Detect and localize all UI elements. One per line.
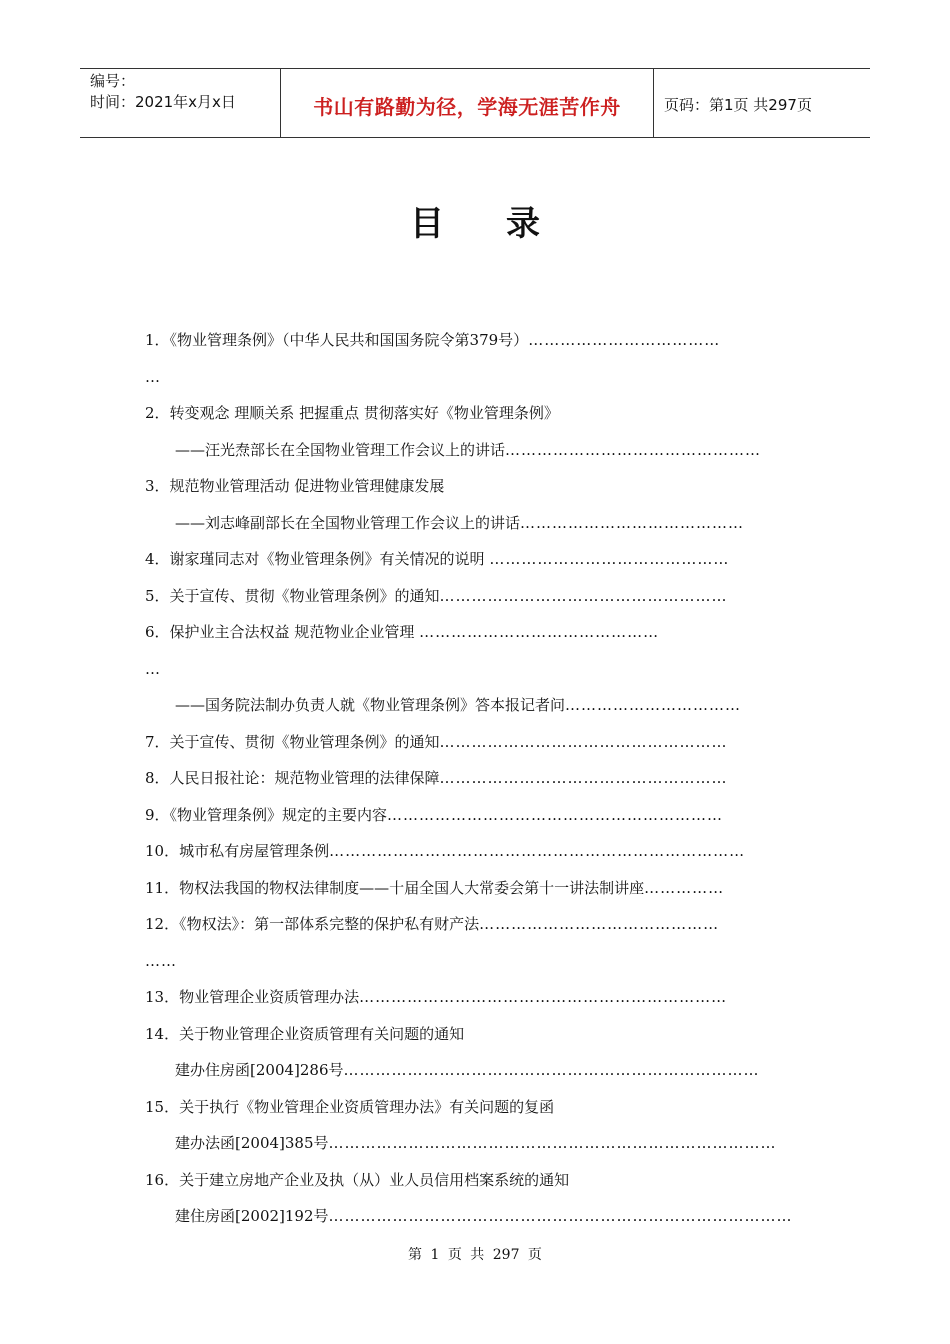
toc-dots: …………………………………… [520,513,745,532]
toc-dots: … [145,659,161,678]
toc-entry-text: 9．《物业管理条例》规定的主要内容 [145,805,388,824]
toc-dots: ……………………………………………… [439,769,728,787]
toc-entry[interactable] [145,724,810,761]
toc-entry-text: 16．关于建立房地产企业及执（从）业人员信用档案系统的通知 [145,1170,570,1189]
toc-entry-subtitle[interactable] [145,1052,810,1089]
toc-entry-continuation [145,943,810,980]
toc-dots: ………………………………………… [505,440,762,459]
toc-entry-subtitle[interactable] [145,1125,810,1162]
page-header [80,68,870,138]
toc-entry-subtitle[interactable] [145,432,810,469]
toc-entry[interactable] [145,468,810,505]
toc-entry-text: 11．物权法我国的物权法律制度——十届全国人大常委会第十一讲法制讲座 [145,878,645,897]
toc-dots: …………………………………………………………… [359,988,728,1006]
toc-entry-subtitle[interactable] [145,687,810,724]
toc-entry-text: 6．保护业主合法权益 规范物业企业管理 [145,623,420,641]
toc-dots: ……………………………………… [489,550,730,568]
toc-entry-text: 3．规范物业管理活动 促进物业管理健康发展 [145,477,445,495]
toc-entry[interactable] [145,760,810,797]
toc-entry-continuation [145,651,810,688]
toc-dots: ……………………………………… [419,623,660,641]
toc-entry[interactable] [145,833,810,870]
toc-entry-text: 建办住房函[2004]286号 [175,1061,344,1079]
toc-entry[interactable] [145,395,810,432]
toc-entry-text: 14．关于物业管理企业资质管理有关问题的通知 [145,1024,465,1043]
toc-entry-text: 10．城市私有房屋管理条例 [145,842,330,860]
toc-entry-text: ——国务院法制办负责人就《物业管理条例》答本报记者问 [175,696,566,714]
toc-entry-continuation [145,359,810,396]
header-page-label: 页码：第1页 共297页 [664,95,812,114]
toc-entry-text: 8．人民日报社论：规范物业管理的法律保障 [145,769,440,787]
toc-entry-text: 13．物业管理企业资质管理办法 [145,988,360,1006]
toc-entry-subtitle[interactable] [145,1198,810,1235]
header-meta [80,69,280,137]
toc-entry[interactable] [145,1089,810,1126]
toc-entry[interactable] [145,906,810,943]
toc-dots: ……………………………………… [479,915,720,933]
toc-dots: … [145,367,161,386]
toc-entry-text: 建办法函[2004]385号 [175,1134,329,1152]
time-label: 时间：2021年x月x日 [90,93,236,111]
toc-entry[interactable] [145,322,810,359]
toc-entry[interactable] [145,1162,810,1199]
toc-entry[interactable] [145,578,810,615]
toc-entry-text: 15．关于执行《物业管理企业资质管理办法》有关问题的复函 [145,1097,555,1116]
toc-entry-text: 12．《物权法》：第一部体系完整的保护私有财产法 [145,915,480,933]
toc-entry-text: 1．《物业管理条例》（中华人民共和国国务院令第379号） [145,331,529,349]
toc-entry-text: 2．转变观念 理顺关系 把握重点 贯彻落实好《物业管理条例》 [145,404,559,422]
toc-dots: …………………………………………………………………… [329,842,746,860]
toc-dots: ……………………………… [528,331,721,349]
toc-dots: …………………………………………………………………………… [328,1207,793,1225]
toc-dots: ……………………………………………… [439,732,728,751]
toc-dots: …………………………………………………………………… [343,1061,760,1079]
toc-entry-text: 5．关于宣传、贯彻《物业管理条例》的通知 [145,586,440,605]
toc-dots: ………………………………………………………………………… [328,1134,777,1152]
toc-dots: …… [145,951,177,970]
toc-dots: ……………………………………………………… [387,805,724,824]
code-label: 编号： [90,72,136,90]
toc-dots: …………… [644,878,725,897]
toc-entry[interactable] [145,979,810,1016]
table-of-contents [145,322,810,1235]
toc-entry-text: 4．谢家瑾同志对《物业管理条例》有关情况的说明 [145,550,490,568]
toc-entry-text: ——汪光焘部长在全国物业管理工作会议上的讲话 [175,440,506,459]
toc-dots: …………………………… [565,696,742,714]
toc-entry-text: ——刘志峰副部长在全国物业管理工作会议上的讲话 [175,513,521,532]
page-title: 目录 [410,204,602,244]
toc-entry[interactable] [145,614,810,651]
toc-entry[interactable] [145,797,810,834]
toc-entry-text: 建住房函[2002]192号 [175,1207,329,1225]
toc-dots: ……………………………………………… [439,586,728,605]
header-motto: 书山有路勤为径，学海无涯苦作舟 [280,69,654,137]
toc-entry-subtitle[interactable] [145,505,810,542]
page-footer: 第 1 页 共 297 页 [408,1247,542,1263]
toc-entry-text: 7．关于宣传、贯彻《物业管理条例》的通知 [145,732,440,751]
toc-entry[interactable] [145,541,810,578]
toc-entry[interactable] [145,870,810,907]
toc-entry[interactable] [145,1016,810,1053]
